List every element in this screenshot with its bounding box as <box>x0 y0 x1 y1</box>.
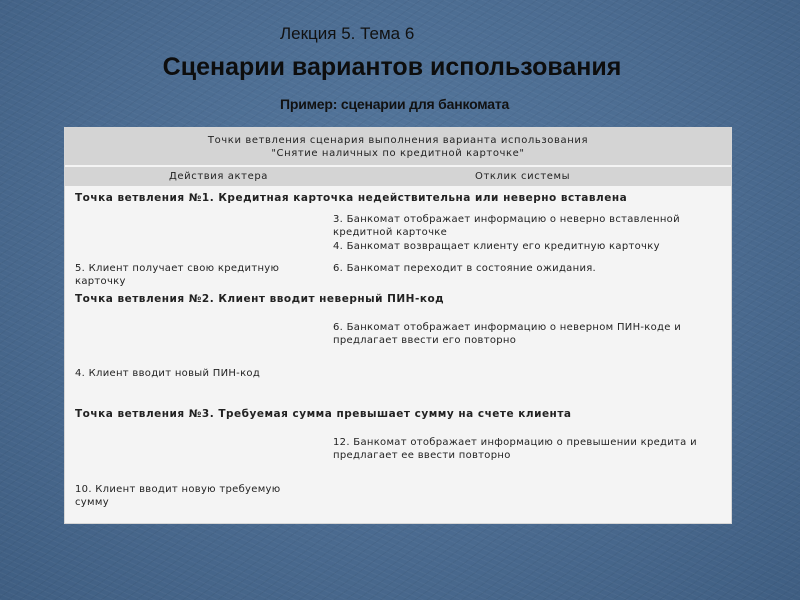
branch1-system-step3-line1: 3. Банкомат отображает информацию о неверно вставленной <box>333 214 680 225</box>
branch3-system-step12-line2: предлагает ее ввести повторно <box>333 450 511 461</box>
table-header-line2: "Снятие наличных по кредитной карточке" <box>271 147 525 159</box>
branch3-actor-step10-line1: 10. Клиент вводит новую требуемую <box>75 484 281 495</box>
branch2-title: Точка ветвления №2. Клиент вводит неверный ПИН-код <box>75 293 445 305</box>
branch1-actor-step5-line2: карточку <box>75 276 126 287</box>
branch3-system-step12-line1: 12. Банкомат отображает информацию о превышении кредита и <box>333 437 697 448</box>
branch2-system-step6-line2: предлагает ввести его повторно <box>333 335 517 346</box>
branch2-actor-step4: 4. Клиент вводит новый ПИН-код <box>75 368 261 379</box>
branch1-system-step3 <box>333 213 725 239</box>
branch2-system-step6-line1: 6. Банкомат отображает информацию о неверном ПИН-коде и <box>333 322 681 333</box>
slide-title: Сценарии вариантов использования <box>162 53 622 81</box>
branch3-title: Точка ветвления №3. Требуемая сумма превышает сумму на счете клиента <box>75 408 572 420</box>
branch3-actor-step10-line2: сумму <box>75 497 109 508</box>
slide-subtitle: Пример: сценарии для банкомата <box>280 96 510 112</box>
branch1-system-step4: 4. Банкомат возвращает клиенту его кредитную карточку <box>333 241 660 252</box>
branch1-actor-step5-line1: 5. Клиент получает свою кредитную <box>75 263 280 274</box>
branch1-system-step6: 6. Банкомат переходит в состояние ожидания. <box>333 263 597 274</box>
table-body <box>65 186 731 516</box>
lecture-label: Лекция 5. Тема 6 <box>280 24 415 43</box>
column-header-system: Отклик системы <box>475 171 571 182</box>
branch1-title: Точка ветвления №1. Кредитная карточка недействительна или неверно вставлена <box>75 192 628 204</box>
column-headers <box>65 167 731 186</box>
branch1-system-step3-line2: кредитной карточке <box>333 227 448 238</box>
table-header-line1: Точки ветвления сценария выполнения варианта использования <box>207 134 589 146</box>
scenario-table <box>65 128 731 523</box>
branch1-actor-step5 <box>75 262 315 288</box>
column-header-actor: Действия актера <box>169 171 268 182</box>
branch2-system-step6 <box>333 321 725 347</box>
branch3-system-step12 <box>333 436 725 462</box>
branch3-actor-step10 <box>75 483 315 509</box>
table-header <box>65 128 731 165</box>
